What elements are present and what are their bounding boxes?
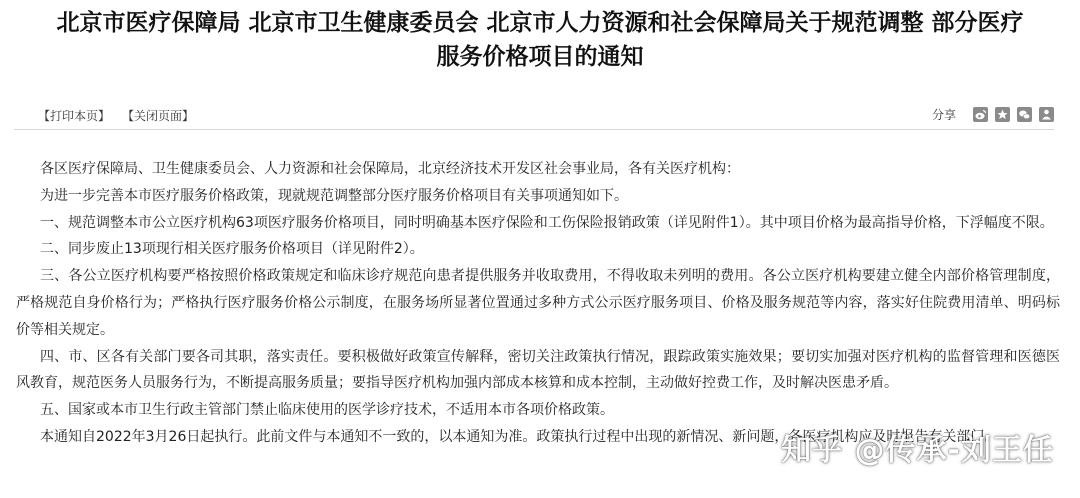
- body-paragraph-effective-date: 本通知自2022年3月26日起执行。此前文件与本通知不一致的，以本通知为准。政策执行过程中出现的新情况、新问题，各医疗机构应及时报告有关部门。: [40, 428, 999, 445]
- share-bar: [932, 106, 1054, 123]
- wechat-icon[interactable]: [1017, 107, 1032, 122]
- share-label: 分享: [931, 108, 956, 122]
- zhihu-watermark: 知乎 @传承-刘王任: [781, 433, 1054, 468]
- body-paragraph-item-4: 四、市、区各有关部门要各司其职，落实责任。要积极做好政策宣传解释，密切关注政策执行情况，跟踪政策实施效果；要切实加强对医疗机构的监督管理和医德医风教育，规范医务人员服务行为，不断提高服务质量；要指导医疗机构加强内部成本核算和成本控制，主动做好控费工作，及时解决医患矛盾。: [16, 348, 1060, 392]
- body-paragraph-intro: 为进一步完善本市医疗服务价格政策，现就规范调整部分医疗服务价格项目有关事项通知如下。: [40, 187, 628, 204]
- article-toolbar: [14, 103, 1054, 130]
- close-page-link[interactable]: 【关闭页面】: [122, 109, 195, 123]
- weibo-icon[interactable]: [973, 107, 988, 122]
- renren-icon[interactable]: [1039, 107, 1054, 122]
- body-paragraph-item-3: 三、各公立医疗机构要严格按照价格政策规定和临床诊疗规范向患者提供服务并收取费用，不得收取未列明的费用。各公立医疗机构要建立健全内部价格管理制度，严格规范自身价格行为；严格执行医疗服务价格公示制度，在服务场所显著位置通过多种方式公示医疗服务项目、价格及服务规范等内容，落实好住院费用清单、明码标价等相关规定。: [16, 268, 1060, 338]
- document-title: [0, 6, 1080, 74]
- body-paragraph-item-1: 一、规范调整本市公立医疗机构63项医疗服务价格项目，同时明确基本医疗保险和工伤保险报销政策（详见附件1）。其中项目价格为最高指导价格，下浮幅度不限。: [40, 214, 1054, 231]
- print-page-link[interactable]: 【打印本页】: [38, 109, 111, 123]
- body-paragraph-item-2: 二、同步废止13项现行相关医疗服务价格项目（详见附件2）。: [40, 241, 424, 258]
- qzone-icon[interactable]: [995, 107, 1010, 122]
- document-body: [16, 156, 1060, 451]
- body-paragraph-salutation: 各区医疗保障局、卫生健康委员会、人力资源和社会保障局，北京经济技术开发区社会事业局，各有关医疗机构：: [40, 161, 740, 177]
- title-line-2: 服务价格项目的通知: [436, 44, 644, 70]
- title-line-1: 北京市医疗保障局 北京市卫生健康委员会 北京市人力资源和社会保障局关于规范调整 部分医疗: [56, 10, 1024, 36]
- body-paragraph-item-5: 五、国家或本市卫生行政主管部门禁止临床使用的医学诊疗技术，不适用本市各项价格政策。: [40, 402, 614, 419]
